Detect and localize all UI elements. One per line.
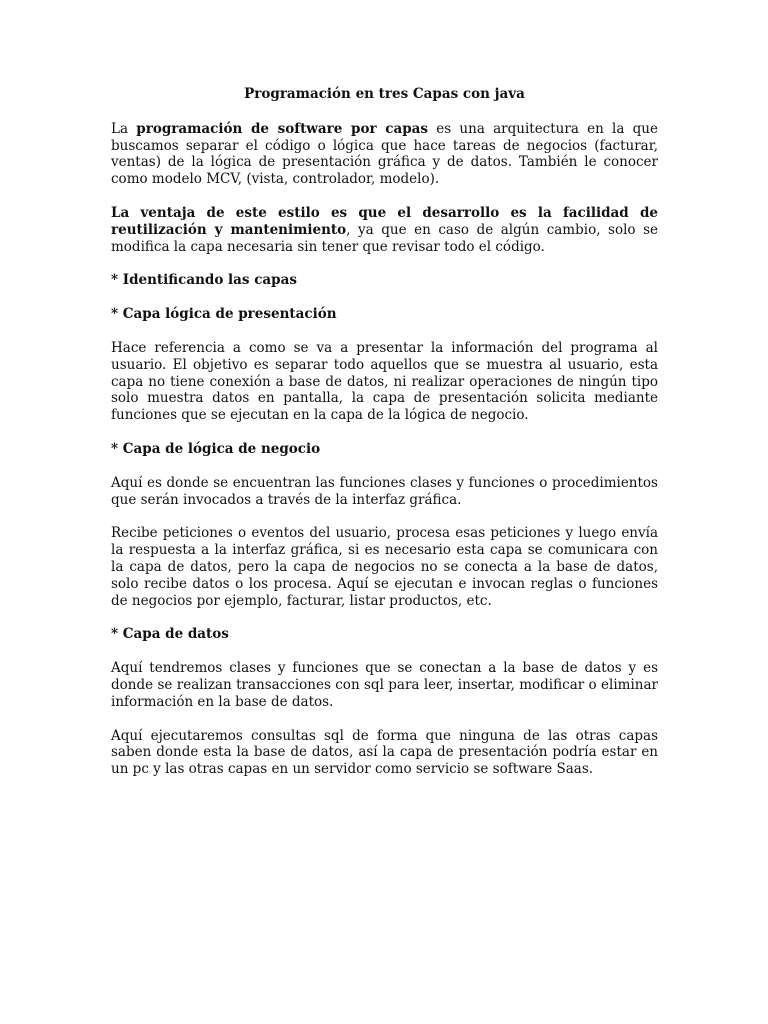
heading-business-layer: * Capa de lógica de negocio (111, 440, 321, 457)
advantage-rest: , ya que en caso de algún cambio, solo se modifica la capa necesaria sin tener que revisar todo el código. (111, 221, 659, 255)
business-paragraph-2: Recibe peticiones o eventos del usuario, procesa esas peticiones y luego envía la respuesta a la interfaz gráfica, si es necesario esta capa se comunicara con la capa de datos, pero la capa de negocios no se conecta a la base de datos, solo recibe datos o los procesa. Aquí se ejecutan e invocan reglas o funciones de negocios por ejemplo, facturar, listar productos, etc. (111, 525, 658, 609)
heading-identify-layers: * Identificando las capas (111, 272, 297, 289)
data-paragraph-2: Aquí ejecutaremos consultas sql de forma que ninguna de las otras capas saben donde esta la base de datos, así la capa de presentación podría estar en un pc y las otras capas en un servidor como servicio se software Saas. (111, 727, 658, 778)
intro-rest: es una arquitectura en la que buscamos separar el código o lógica que hace tareas de negocios (facturar, ventas) de la lógica de presentación gráfica y de datos. También le conocer como modelo MCV, (vista, controlador, modelo). (111, 120, 658, 188)
data-paragraph-1: Aquí tendremos clases y funciones que se conectan a la base de datos y es donde se realizan transacciones con sql para leer, insertar, modificar o eliminar información en la base de datos. (111, 660, 658, 710)
intro-paragraph (111, 121, 658, 188)
intro-prefix: La (111, 120, 137, 137)
advantage-bold: La ventaja de este estilo es que el desarrollo es la facilidad de reutilización y mantenimiento (111, 204, 658, 238)
business-paragraph-1: Aquí es donde se encuentran las funciones clases y funciones o procedimientos que serán invocados a través de la interfaz gráfica. (111, 474, 658, 508)
heading-data-layer: * Capa de datos (111, 626, 229, 643)
document-body (111, 86, 658, 795)
advantage-paragraph (111, 205, 658, 255)
intro-bold-term: programación de software por capas (136, 120, 429, 137)
heading-presentation-layer: * Capa lógica de presentación (111, 306, 337, 323)
presentation-paragraph: Hace referencia a como se va a presentar la información del programa al usuario. El objetivo es separar todo aquellos que se muestra al usuario, esta capa no tiene conexión a base de datos, ni realizar operaciones de ningún tipo solo muestra datos en pantalla, la capa de presentación solicita mediante funciones que se ejecutan en la capa de la lógica de negocio. (111, 339, 658, 424)
document-title: Programación en tres Capas con java (244, 86, 525, 102)
